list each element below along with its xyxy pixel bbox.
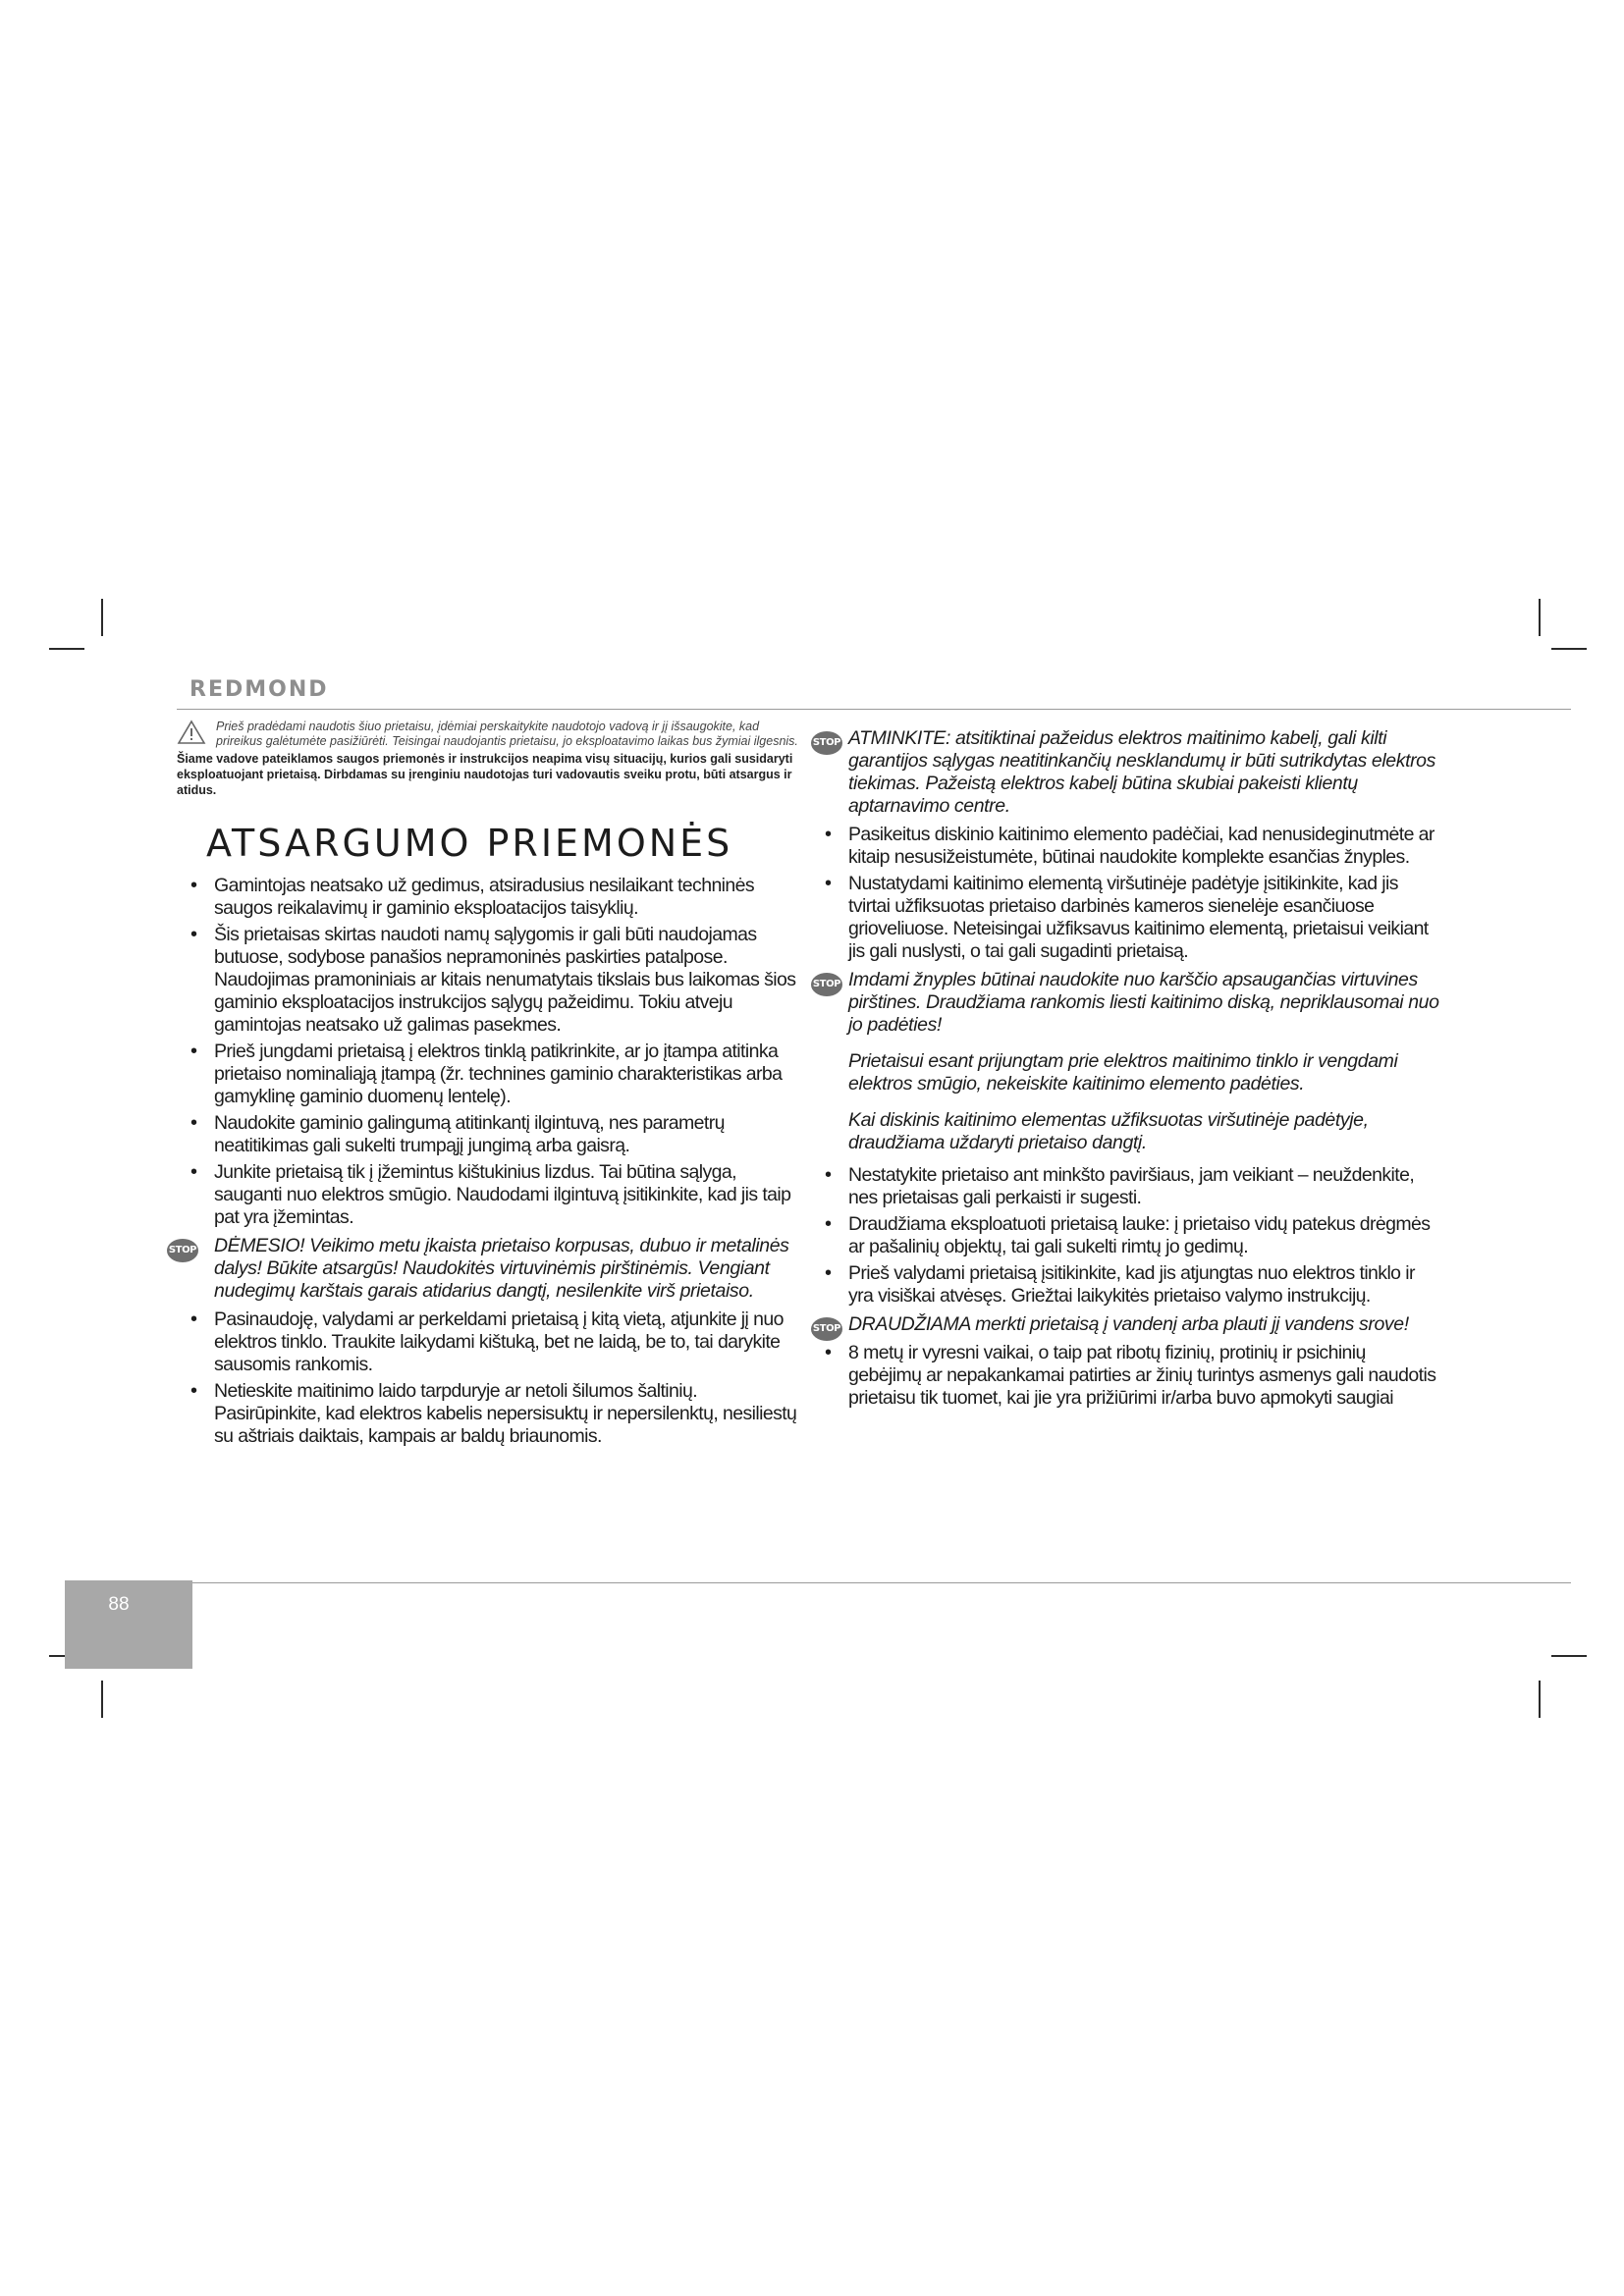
page-title: ATSARGUMO PRIEMONĖS [206,822,733,865]
page-number-box [65,1580,192,1669]
list-item: • Šis prietaisas skirtas naudoti namų sąlygomis ir gali būti naudojamas butuose, sodybose panašios nepramoninės paskirties patalpose. Naudojimas pramoniniais ar kitais nenumatytais tikslais bus laikomas šios gaminio eksploatacijos instrukcijos sąlygų pažeidimu. Tokiu atveju gamintojas neatsako už galimas pasekmes. [177,924,805,1037]
list-item: • Naudokite gaminio galingumą atitinkantį ilgintuvą, nes parametrų neatitikimas gali sukelti trumpąjį jungimą arba gaisrą. [177,1112,805,1157]
italic-note: Prietaisui esant prijungtam prie elektros maitinimo tinklo ir vengdami elektros smūgio, nekeiskite kaitinimo elemento padėties. [848,1050,1398,1095]
header-rule [177,709,1571,710]
bullet-list [811,1342,1439,1410]
stop-note-text: DRAUDŽIAMA merkti prietaisą į vandenį arba plauti jį vandens srove! [848,1313,1409,1335]
stop-note-text: Imdami žnyples būtinai naudokite nuo karščio apsaugančias virtuvines pirštines. Draudžiama rankomis liesti kaitinimo diską, nepriklausomai nuo jo padėties! [848,969,1439,1036]
page-number: 88 [108,1594,130,1615]
stop-note [811,969,1439,1037]
warning-intro: Prieš pradėdami naudotis šiuo prietaisu, įdėmiai perskaitykite naudotojo vadovą ir jį išsaugokite, kad prireikus galėtumėte pasižiūrėti. Teisingai naudojantis prietaisu, jo eksploatavimo laikas bus žymiai ilgesnis. [216,720,798,748]
bullet-list [177,875,805,1229]
stop-icon: STOP [811,731,842,755]
stop-note-text: DĖMESIO! Veikimo metu įkaista prietaiso korpusas, dubuo ir metalinės dalys! Būkite atsargūs! Naudokitės virtuvinėmis pirštinėmis. Vengiant nudegimų karštais garais atidarius dangtį, nesilenkite virš prietaiso. [214,1235,789,1302]
bullet-list [811,1164,1439,1308]
warning-block [177,720,805,798]
footer-rule [192,1582,1571,1583]
crop-mark [101,1681,103,1718]
list-item: • Junkite prietaisą tik į įžemintus kištukinius lizdus. Tai būtina sąlyga, sauganti nuo elektros smūgio. Naudodami ilgintuvą įsitikinkite, kad jis taip pat yra įžemintas. [177,1161,805,1229]
right-column [811,720,1439,1414]
list-item: • Draudžiama eksploatuoti prietaisą lauke: į prietaiso vidų patekus drėgmės ar pašalinių objektų, tai gali sukelti rimtų jo gedimų. [811,1213,1439,1258]
stop-note-text: ATMINKITE: atsitiktinai pažeidus elektros maitinimo kabelį, gali kilti garantijos sąlygas neatitinkančių nesklandumų ir būti sutrikdytas elektros tiekimas. Pažeistą elektros kabelį būtina skubiai pakeisti klientų aptarnavimo centre. [848,727,1435,817]
list-item: • Pasinaudoję, valydami ar perkeldami prietaisą į kitą vietą, atjunkite jį nuo elektros tinklo. Traukite laikydami kištuką, bet ne laidą, be to, tai darykite sausomis rankomis. [177,1308,805,1376]
warning-bold: Šiame vadove pateiklamos saugos priemonės ir instrukcijos neapima visų situacijų, kurios gali susidaryti eksploatuojant prietaisą. Dirbdamas su įrenginiu naudotojas turi vadovautis sveiku protu, būti atsargus ir atidus. [177,752,793,797]
list-item: • 8 metų ir vyresni vaikai, o taip pat ribotų fizinių, protinių ir psichinių gebėjimų ar nepakankamai patirties ar žinių turintys asmenys gali naudotis prietaisu tik tuomet, kai jie yra prižiūrimi ir/arba buvo apmokyti saugiai [811,1342,1439,1410]
italic-note: Kai diskinis kaitinimo elementas užfiksuotas viršutinėje padėtyje, draudžiama uždaryti prietaiso dangtį. [848,1109,1369,1153]
stop-note [811,727,1439,818]
stop-icon: STOP [811,1317,842,1341]
crop-mark [1551,648,1587,650]
list-item: • Prieš jungdami prietaisą į elektros tinklą patikrinkite, ar jo įtampa atitinka prietaiso nominaliąją įtampą (žr. technines gaminio charakteristikas arba gamyklinę gaminio duomenų lentelę). [177,1041,805,1108]
stop-note [167,1235,805,1303]
bullet-list [811,824,1439,963]
list-item: • Nestatykite prietaiso ant minkšto paviršiaus, jam veikiant – neuždenkite, nes prietaisas gali perkaisti ir sugesti. [811,1164,1439,1209]
crop-mark [49,648,84,650]
crop-mark [1539,599,1541,636]
list-item: • Nustatydami kaitinimo elementą viršutinėje padėtyje įsitikinkite, kad jis tvirtai užfiksuotas prietaiso darbinės kameros sienelėje esančiuose grioveliuose. Neteisingai užfiksavus kaitinimo elementą, prietaisui veikiant jis gali nuslysti, o tai gali sugadinti prietaisą. [811,873,1439,963]
list-item: • Pasikeitus diskinio kaitinimo elemento padėčiai, kad nenusideginutmėte ar kitaip nesusižeistumėte, būtinai naudokite komplekte esančias žnyples. [811,824,1439,869]
list-item: • Netieskite maitinimo laido tarpduryje ar netoli šilumos šaltinių. Pasirūpinkite, kad elektros kabelis nepersisuktų ir nepersilenktų, nesiliestų su aštriais daiktais, kampais ar baldų briaunomis. [177,1380,805,1448]
left-column [168,720,805,1452]
crop-mark [101,599,103,636]
brand-logo: REDMOND [189,677,329,702]
list-item: • Gamintojas neatsako už gedimus, atsiradusius nesilaikant techninės saugos reikalavimų ir gaminio eksploatacijos taisyklių. [177,875,805,920]
bullet-list [177,1308,805,1448]
crop-mark [1539,1681,1541,1718]
stop-note [811,1313,1439,1336]
stop-icon: STOP [167,1239,198,1262]
crop-mark [1551,1655,1587,1657]
stop-icon: STOP [811,973,842,996]
list-item: • Prieš valydami prietaisą įsitikinkite, kad jis atjungtas nuo elektros tinklo ir yra visiškai atvėsęs. Griežtai laikykitės prietaiso valymo instrukcijų. [811,1262,1439,1308]
warning-triangle-icon [177,720,206,745]
